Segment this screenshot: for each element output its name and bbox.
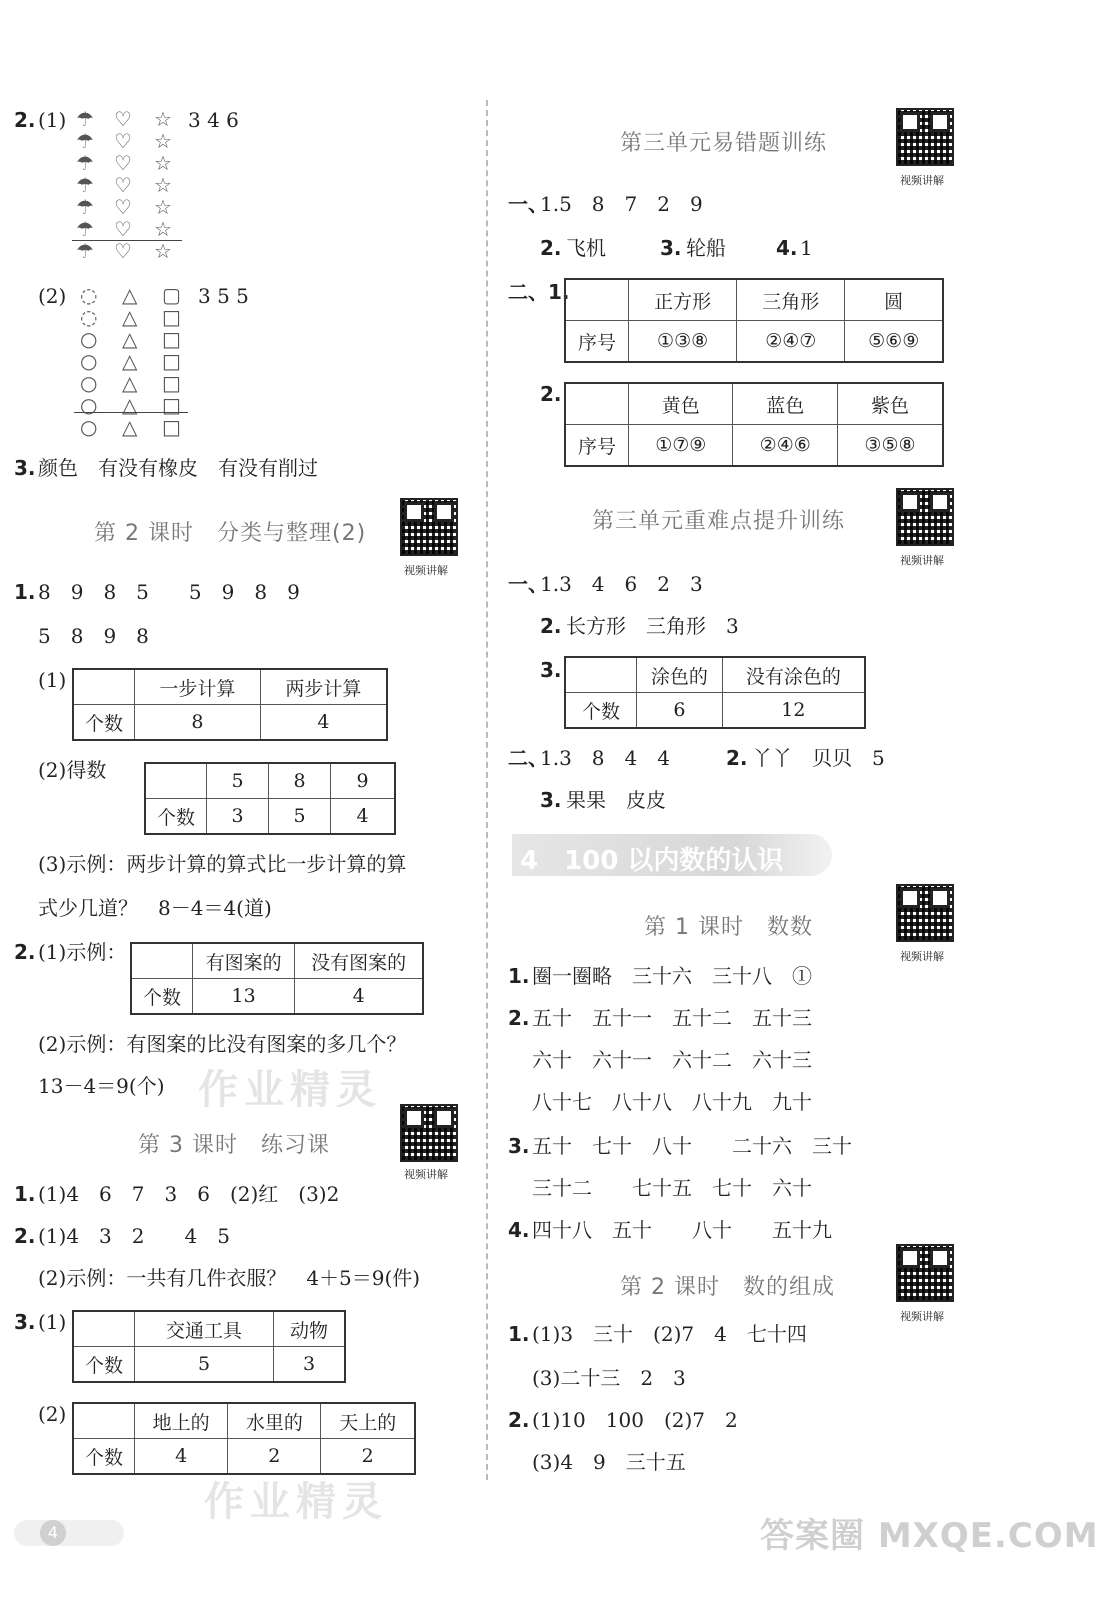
unit3-error-title: 第三单元易错题训练: [620, 131, 828, 156]
page-number: 4: [40, 1520, 66, 1546]
e4-answer: 1: [800, 236, 813, 260]
table-row-label: 序号: [565, 425, 629, 467]
n1-label: 1.: [508, 964, 530, 988]
k1-label: 一、: [508, 572, 548, 596]
table-cell: 2: [228, 1439, 321, 1475]
n3-row2: 三十二 七十五 七十 六十: [532, 1176, 812, 1200]
q2-1-label: (1): [38, 108, 67, 132]
q2-1-counts: 3 4 6: [188, 108, 239, 132]
table-cell: 3: [207, 799, 269, 835]
qr-code-icon[interactable]: [896, 1244, 954, 1302]
c2-answer: (1)10 100 (2)7 2: [532, 1408, 738, 1432]
table-row-label: 个数: [73, 705, 135, 741]
k3-label: 3.: [540, 658, 562, 682]
unit3-key-title: 第三单元重难点提升训练: [592, 509, 846, 534]
c1-label: 1.: [508, 1322, 530, 1346]
k-sec2-2-label: 2.: [726, 746, 748, 770]
e3-label: 3.: [660, 236, 682, 260]
k-sec2-label: 二、: [508, 746, 548, 770]
square-icon-column: ▢ □ □ □ □ □ □: [162, 283, 181, 439]
table-header: 5: [207, 763, 269, 799]
n2-row3: 八十七 八十八 八十九 九十: [532, 1090, 812, 1114]
table-header: 圆: [845, 279, 943, 321]
table-land-water-sky: [72, 1402, 416, 1475]
table-cell: ⑤⑥⑨: [845, 321, 943, 363]
qr-label: 视频讲解: [900, 174, 944, 187]
l2-q1-1-label: (1): [38, 668, 67, 692]
n2-row1: 五十 五十一 五十二 五十三: [532, 1006, 812, 1030]
k2-label: 2.: [540, 614, 562, 638]
table-row-label: 个数: [131, 979, 193, 1015]
qr-label: 视频讲解: [900, 1310, 944, 1323]
l3-q1-answer: (1)4 6 7 3 6 (2)红 (3)2: [38, 1182, 340, 1206]
lesson2b-title: 第 2 课时 数的组成: [620, 1275, 835, 1300]
q2-2-counts: 3 5 5: [198, 284, 249, 308]
table-header: 紫色: [837, 383, 943, 425]
qr-label: 视频讲解: [404, 1168, 448, 1181]
table-steps: [72, 668, 388, 741]
heart-icon-column: ♡ ♡ ♡ ♡ ♡ ♡ ♡: [114, 107, 132, 263]
watermark: 作业精灵: [198, 1067, 382, 1113]
table-row-label: 个数: [73, 1347, 135, 1383]
star-icon-column: ☆ ☆ ☆ ☆ ☆ ☆ ☆: [154, 107, 172, 263]
l2-q1-label: 1.: [14, 580, 36, 604]
qr-code-icon[interactable]: [400, 498, 458, 556]
table-row-label: 序号: [565, 321, 629, 363]
n1-answer: 圈一圈略 三十六 三十八 ①: [532, 964, 812, 988]
l3-q1-label: 1.: [14, 1182, 36, 1206]
n4-label: 4.: [508, 1218, 530, 1242]
e2-answer: 飞机: [566, 236, 606, 260]
l2-q2-label: 2.: [14, 940, 36, 964]
n2-label: 2.: [508, 1006, 530, 1030]
table-header: 9: [331, 763, 395, 799]
e3-answer: 轮船: [686, 236, 726, 260]
column-divider: [486, 100, 488, 1480]
table-cell: 2: [321, 1439, 415, 1475]
n3-row1: 五十 七十 八十 二十六 三十: [532, 1134, 852, 1158]
table-colored: [564, 656, 866, 729]
l3-q3-label: 3.: [14, 1310, 36, 1334]
table-header: 没有涂色的: [722, 657, 865, 693]
l3-q3-1-label: (1): [38, 1310, 67, 1334]
c1-answer: (1)3 三十 (2)7 4 七十四: [532, 1322, 807, 1346]
n3-label: 3.: [508, 1134, 530, 1158]
table-colors: [564, 382, 944, 467]
l3-q2-label: 2.: [14, 1224, 36, 1248]
e-sec2-label: 二、1.: [508, 280, 570, 304]
table-results: [144, 762, 396, 835]
table-header: 涂色的: [637, 657, 723, 693]
table-cell: 4: [135, 1439, 228, 1475]
table-cell: 4: [260, 705, 387, 741]
table-header: 有图案的: [193, 943, 295, 979]
k1-answer: 1.3 4 6 2 3: [540, 572, 703, 596]
baseline: [74, 412, 188, 413]
l2-q1-3-a: (3)示例：两步计算的算式比一步计算的算: [38, 852, 407, 876]
l2-q2-1-label: (1)示例：: [38, 940, 127, 964]
l2-q2-2-b: 13－4＝9(个): [38, 1074, 165, 1098]
table-header: 蓝色: [733, 383, 837, 425]
lesson3-title: 第 3 课时 练习课: [138, 1133, 330, 1158]
l3-q3-2-label: (2): [38, 1402, 67, 1426]
e1-label: 一、: [508, 192, 548, 216]
c2-row2: (3)4 9 三十五: [532, 1450, 686, 1474]
table-header: 一步计算: [135, 669, 261, 705]
e-sec2-2-label: 2.: [540, 382, 562, 406]
n4-answer: 四十八 五十 八十 五十九: [532, 1218, 832, 1242]
q2-label: 2.: [14, 108, 36, 132]
table-cell: 13: [193, 979, 295, 1015]
table-header: 8: [269, 763, 331, 799]
table-cell: ①③⑧: [629, 321, 737, 363]
qr-code-icon[interactable]: [896, 488, 954, 546]
k-sec2-2-answer: 丫丫 贝贝 5: [752, 746, 885, 770]
qr-code-icon[interactable]: [896, 884, 954, 942]
table-header: 三角形: [737, 279, 845, 321]
k2-answer: 长方形 三角形 3: [566, 614, 739, 638]
e1-answer: 1.5 8 7 2 9: [540, 192, 703, 216]
qr-label: 视频讲解: [404, 564, 448, 577]
table-cell: 4: [331, 799, 395, 835]
table-cell: ②④⑥: [733, 425, 837, 467]
table-header: 地上的: [135, 1403, 228, 1439]
c2-label: 2.: [508, 1408, 530, 1432]
corner-logo: 答案圈 MXQE.COM: [760, 1516, 1099, 1556]
k-sec2-3-answer: 果果 皮皮: [566, 788, 666, 812]
qr-label: 视频讲解: [900, 554, 944, 567]
table-cell: 8: [135, 705, 261, 741]
l2-q1-2-label: (2)得数: [38, 758, 107, 782]
table-header: 正方形: [629, 279, 737, 321]
lesson1-title: 第 1 课时 数数: [644, 915, 813, 940]
table-cell: ③⑤⑧: [837, 425, 943, 467]
table-header: 两步计算: [260, 669, 387, 705]
q3-label: 3.: [14, 456, 36, 480]
l2-q2-2-a: (2)示例：有图案的比没有图案的多几个？: [38, 1032, 407, 1056]
l3-q2-2: (2)示例：一共有几件衣服？ 4＋5＝9(件): [38, 1266, 421, 1290]
table-header: 天上的: [321, 1403, 415, 1439]
table-pattern: [130, 942, 424, 1015]
lesson2-title: 第 2 课时 分类与整理(2): [94, 521, 367, 546]
table-cell: 5: [269, 799, 331, 835]
l2-q1-row2: 5 8 9 8: [38, 624, 149, 648]
e4-label: 4.: [776, 236, 798, 260]
k-sec2-3-label: 3.: [540, 788, 562, 812]
l2-q1-row1: 8 9 8 5 5 9 8 9: [38, 580, 300, 604]
q2-2-label: (2): [38, 284, 67, 308]
chapter-title: 4 100 以内数的认识: [520, 846, 784, 876]
c1-row2: (3)二十三 2 3: [532, 1366, 686, 1390]
l2-q1-3-b: 式少几道？ 8－4＝4(道): [38, 896, 272, 920]
table-header: 没有图案的: [295, 943, 423, 979]
table-header: 动物: [274, 1311, 345, 1347]
table-cell: ①⑦⑨: [629, 425, 733, 467]
table-header: 黄色: [629, 383, 733, 425]
table-cell: 12: [722, 693, 865, 729]
table-header: 水里的: [228, 1403, 321, 1439]
k-sec2-answer: 1.3 8 4 4: [540, 746, 670, 770]
table-cell: ②④⑦: [737, 321, 845, 363]
qr-label: 视频讲解: [900, 950, 944, 963]
table-cell: 3: [274, 1347, 345, 1383]
table-shapes: [564, 278, 944, 363]
table-vehicle-animal: [72, 1310, 346, 1383]
e2-label: 2.: [540, 236, 562, 260]
watermark: 作业精灵: [204, 1479, 388, 1525]
page-number-pill: [14, 1520, 124, 1546]
qr-code-icon[interactable]: [896, 108, 954, 166]
circle-icon-column: ◌ ◌ ○ ○ ○ ○ ○: [80, 283, 98, 439]
table-cell: 5: [135, 1347, 274, 1383]
table-row-label: 个数: [145, 799, 207, 835]
table-cell: 4: [295, 979, 423, 1015]
umbrella-icon-column: ☂ ☂ ☂ ☂ ☂ ☂ ☂: [76, 107, 94, 263]
n2-row2: 六十 六十一 六十二 六十三: [532, 1048, 812, 1072]
q3-answer: 颜色 有没有橡皮 有没有削过: [38, 456, 318, 480]
triangle-icon-column: △ △ △ △ △ △ △: [122, 283, 138, 439]
qr-code-icon[interactable]: [400, 1104, 458, 1162]
l3-q2-answer: (1)4 3 2 4 5: [38, 1224, 230, 1248]
table-cell: 6: [637, 693, 723, 729]
table-row-label: 个数: [565, 693, 637, 729]
baseline: [72, 240, 182, 241]
table-row-label: 个数: [73, 1439, 135, 1475]
table-header: 交通工具: [135, 1311, 274, 1347]
